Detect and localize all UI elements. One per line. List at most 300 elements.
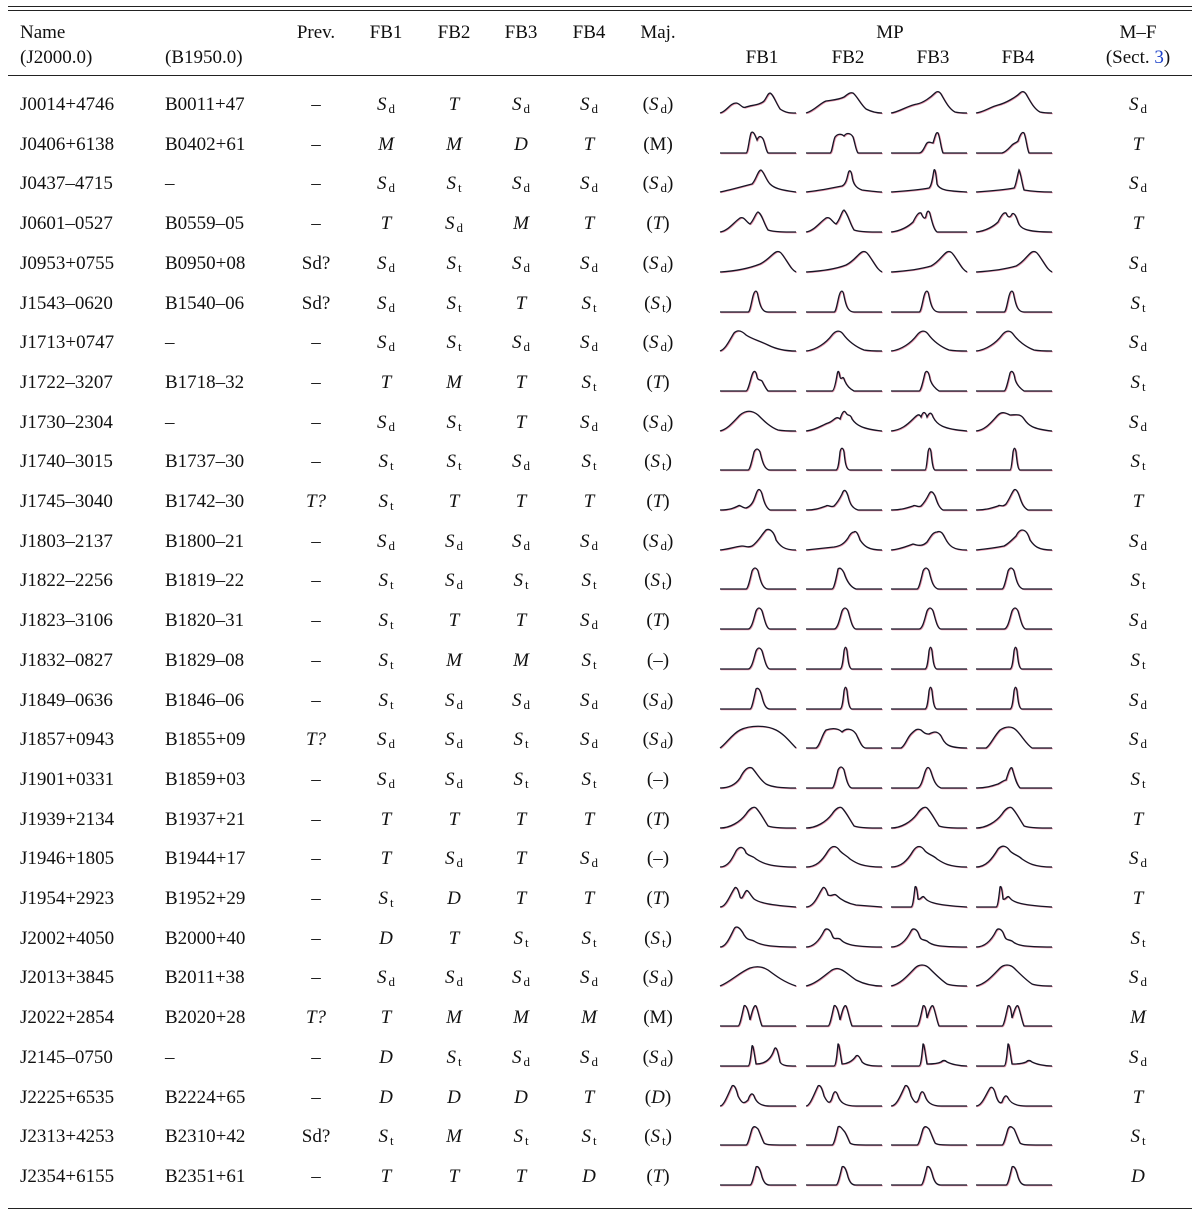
profile-model-curve [807, 688, 883, 710]
majority-class: (D) [644, 1087, 672, 1108]
mp-fb4-profile [976, 1044, 1052, 1068]
profile-data-curve [976, 1087, 1052, 1106]
profile-data-curve [720, 648, 796, 669]
profile-data-curve [806, 210, 882, 232]
pulsar-j2000-name: J1823–3106 [20, 610, 113, 631]
fb1-class: S $_d$ [377, 94, 395, 116]
majority-class: (S $_t$) [644, 928, 672, 950]
mp-fb4-profile [976, 488, 1052, 512]
mp-fb4-profile [976, 448, 1052, 472]
profile-data-curve [891, 133, 967, 153]
majority-class: (T) [646, 372, 670, 393]
fb2-class: S $_d$ [445, 967, 463, 989]
pulsar-j2000-name: J1832–0827 [20, 650, 113, 671]
fb4-class: M [581, 1007, 597, 1028]
fb1-class: T [380, 213, 392, 234]
mp-fb2-profile [806, 488, 882, 512]
fb1-class: S $_d$ [377, 769, 395, 791]
profile-model-curve [892, 688, 968, 710]
fb3-class: T [515, 412, 527, 433]
prev-class: T? [305, 1007, 327, 1028]
majority-class: (S $_d$) [642, 967, 674, 989]
profile-data-curve [720, 529, 796, 550]
profile-model-curve [807, 412, 883, 432]
mf-class: M [1130, 1007, 1146, 1028]
prev-class: – [311, 332, 321, 353]
profile-model-curve [807, 1006, 883, 1026]
fb3-class: S $_t$ [513, 1126, 529, 1148]
majority-class: (S $_d$) [642, 173, 674, 195]
fb4-class: S $_t$ [581, 1126, 597, 1148]
header-name: Name [20, 22, 66, 43]
mp-fb4-profile [976, 567, 1052, 591]
prev-class: – [311, 967, 321, 988]
mp-fb3-profile [891, 290, 967, 314]
pulsar-j2000-name: J2022+2854 [20, 1007, 115, 1028]
mp-fb2-profile [806, 766, 882, 790]
profile-model-curve [807, 211, 883, 233]
fb4-class: S $_d$ [580, 531, 598, 553]
mf-class: S $_t$ [1130, 293, 1146, 315]
mp-fb1-profile [720, 647, 796, 671]
fb3-class: T [515, 848, 527, 869]
profile-data-curve [891, 1127, 967, 1145]
mp-fb1-profile [720, 567, 796, 591]
mp-fb1-profile [720, 687, 796, 711]
prev-class: – [311, 412, 321, 433]
profile-model-curve [721, 372, 797, 392]
prev-class: – [311, 531, 321, 552]
mp-fb4-profile [976, 1004, 1052, 1028]
profile-model-curve [807, 648, 883, 670]
mp-fb3-profile [891, 250, 967, 274]
fb4-class: S $_d$ [580, 412, 598, 434]
mp-fb3-profile [891, 329, 967, 353]
profile-model-curve [807, 491, 883, 511]
majority-class: (S $_d$) [642, 332, 674, 354]
pulsar-j2000-name: J2313+4253 [20, 1126, 115, 1147]
profile-data-curve [720, 608, 796, 629]
mf-class: S $_t$ [1130, 372, 1146, 394]
mp-fb2-profile [806, 131, 882, 155]
pulsar-j2000-name: J1740–3015 [20, 451, 113, 472]
fb3-class: D [514, 1087, 528, 1108]
mp-fb2-profile [806, 845, 882, 869]
pulsar-b1950-name: B0559–05 [165, 213, 245, 234]
fb4-class: S $_d$ [580, 848, 598, 870]
profile-data-curve [976, 887, 1052, 908]
fb1-class: S $_t$ [378, 451, 394, 473]
fb1-class: S $_d$ [377, 293, 395, 315]
profile-data-curve [976, 413, 1052, 431]
fb2-class: S $_t$ [446, 332, 462, 354]
fb1-class: T [380, 372, 392, 393]
mp-fb1-profile [720, 210, 796, 234]
majority-class: (T) [646, 888, 670, 909]
mp-fb4-profile [976, 964, 1052, 988]
fb1-class: D [379, 1087, 393, 1108]
mf-class: S $_d$ [1129, 173, 1147, 195]
profile-model-curve [807, 847, 883, 868]
profile-model-curve [892, 92, 968, 113]
fb2-class: M [446, 134, 462, 155]
top-double-rule-1 [8, 6, 1192, 7]
pulsar-j2000-name: J0406+6138 [20, 134, 115, 155]
profile-model-curve [977, 1167, 1053, 1186]
prev-class: – [311, 650, 321, 671]
pulsar-j2000-name: J1730–2304 [20, 412, 113, 433]
profile-data-curve [806, 1166, 882, 1185]
profile-model-curve [892, 413, 968, 432]
header-mp-fb1: FB1 [745, 47, 779, 68]
mp-fb2-profile [806, 806, 882, 830]
profile-model-curve [721, 252, 797, 273]
profile-model-curve [807, 252, 883, 273]
profile-model-curve [721, 133, 797, 154]
profile-model-curve [977, 213, 1053, 232]
profile-data-curve [891, 608, 967, 629]
fb3-class: T [515, 491, 527, 512]
profile-model-curve [721, 450, 797, 471]
fb3-class: S $_d$ [512, 94, 530, 116]
mp-fb4-profile [976, 1123, 1052, 1147]
fb2-class: M [446, 650, 462, 671]
prev-class: Sd? [301, 253, 331, 274]
majority-class: (S $_t$) [644, 1126, 672, 1148]
mp-fb3-profile [891, 1004, 967, 1028]
mp-fb1-profile [720, 1004, 796, 1028]
majority-class: (T) [646, 213, 670, 234]
header-mf-sect: (Sect. 3) [1105, 47, 1171, 68]
fb4-class: S $_t$ [581, 650, 597, 672]
fb1-class: S $_t$ [378, 610, 394, 632]
mp-fb3-profile [891, 806, 967, 830]
profile-model-curve [807, 134, 883, 154]
profile-model-curve [977, 92, 1053, 113]
fb2-class: S $_t$ [446, 293, 462, 315]
fb3-class: S $_t$ [513, 729, 529, 751]
header-fb2: FB2 [437, 22, 471, 43]
profile-model-curve [892, 372, 968, 392]
profile-data-curve [720, 1046, 796, 1066]
header-mf: M–F [1119, 22, 1157, 43]
pulsar-j2000-name: J0437–4715 [20, 173, 113, 194]
mp-fb2-profile [806, 528, 882, 552]
mp-fb4-profile [976, 1163, 1052, 1187]
fb2-class: M [446, 1007, 462, 1028]
fb4-class: T [583, 134, 595, 155]
mp-fb2-profile [806, 409, 882, 433]
profile-model-curve [807, 609, 883, 630]
majority-class: (T) [646, 610, 670, 631]
mp-fb3-profile [891, 726, 967, 750]
mp-fb4-profile [976, 210, 1052, 234]
profile-model-curve [721, 689, 797, 710]
mp-fb4-profile [976, 409, 1052, 433]
majority-class: (T) [646, 1166, 670, 1187]
pulsar-b1950-name: B1937+21 [165, 809, 246, 830]
pulsar-j2000-name: J1713+0747 [20, 332, 115, 353]
fb3-class: M [513, 1007, 529, 1028]
pulsar-j2000-name: J1946+1805 [20, 848, 115, 869]
profile-model-curve [892, 1045, 968, 1067]
fb4-class: T [583, 1087, 595, 1108]
pulsar-j2000-name: J1901+0331 [20, 769, 115, 790]
mp-fb4-profile [976, 528, 1052, 552]
profile-data-curve [806, 371, 882, 391]
profile-model-curve [721, 1167, 797, 1186]
mp-fb3-profile [891, 845, 967, 869]
profile-model-curve [892, 492, 968, 510]
profile-model-curve [977, 887, 1053, 908]
profile-model-curve [977, 930, 1053, 948]
profile-model-curve [977, 171, 1053, 193]
profile-data-curve [891, 211, 967, 232]
mf-class: S $_d$ [1129, 610, 1147, 632]
mp-fb4-profile [976, 607, 1052, 631]
fb3-class: T [515, 888, 527, 909]
mp-fb3-profile [891, 369, 967, 393]
mp-fb2-profile [806, 964, 882, 988]
fb4-class: S $_t$ [581, 372, 597, 394]
mp-fb1-profile [720, 131, 796, 155]
fb2-class: T [448, 809, 460, 830]
profile-model-curve [892, 887, 968, 908]
fb4-class: D [582, 1166, 596, 1187]
fb1-class: S $_d$ [377, 253, 395, 275]
mp-fb1-profile [720, 91, 796, 115]
mp-fb4-profile [976, 647, 1052, 671]
profile-data-curve [806, 490, 882, 510]
profile-data-curve [806, 531, 882, 550]
mp-fb1-profile [720, 488, 796, 512]
fb1-class: S $_t$ [378, 888, 394, 910]
mp-fb2-profile [806, 290, 882, 314]
mp-fb2-profile [806, 1004, 882, 1028]
mp-fb1-profile [720, 726, 796, 750]
mp-fb3-profile [891, 607, 967, 631]
profile-data-curve [720, 568, 796, 589]
fb1-class: S $_d$ [377, 729, 395, 751]
prev-class: – [311, 451, 321, 472]
fb3-class: S $_d$ [512, 451, 530, 473]
majority-class: (S $_t$) [644, 293, 672, 315]
profile-data-curve [976, 1127, 1052, 1145]
fb3-class: M [513, 650, 529, 671]
profile-data-curve [806, 291, 882, 312]
fb3-class: T [515, 372, 527, 393]
section-3-link[interactable]: 3 [1154, 47, 1164, 68]
mp-fb3-profile [891, 885, 967, 909]
profile-data-curve [720, 371, 796, 391]
pulsar-j2000-name: J1803–2137 [20, 531, 113, 552]
fb2-class: S $_t$ [446, 173, 462, 195]
fb4-class: T [583, 888, 595, 909]
mp-fb2-profile [806, 1044, 882, 1068]
fb4-class: S $_t$ [581, 451, 597, 473]
pulsar-j2000-name: J1857+0943 [20, 729, 115, 750]
profile-data-curve [976, 727, 1052, 748]
profile-model-curve [721, 213, 797, 233]
profile-data-curve [806, 969, 882, 987]
profile-data-curve [806, 847, 882, 868]
fb2-class: T [448, 491, 460, 512]
prev-class: – [311, 372, 321, 393]
profile-data-curve [976, 1166, 1052, 1185]
mp-fb1-profile [720, 329, 796, 353]
profile-model-curve [892, 252, 968, 273]
profile-model-curve [892, 332, 968, 352]
fb3-class: S $_t$ [513, 570, 529, 592]
pulsar-j2000-name: J2002+4050 [20, 928, 115, 949]
profile-data-curve [720, 688, 796, 709]
mp-fb3-profile [891, 766, 967, 790]
fb4-class: S $_d$ [580, 967, 598, 989]
mp-fb4-profile [976, 170, 1052, 194]
prev-class: – [311, 769, 321, 790]
fb4-class: S $_d$ [580, 690, 598, 712]
fb2-class: S $_d$ [445, 769, 463, 791]
mp-fb3-profile [891, 131, 967, 155]
fb1-class: S $_d$ [377, 412, 395, 434]
prev-class: Sd? [301, 293, 331, 314]
mp-fb3-profile [891, 488, 967, 512]
mp-fb3-profile [891, 91, 967, 115]
fb4-class: S $_d$ [580, 729, 598, 751]
mf-class: T [1132, 888, 1144, 909]
mp-fb2-profile [806, 91, 882, 115]
fb1-class: S $_d$ [377, 332, 395, 354]
header-mp-fb2: FB2 [831, 47, 865, 68]
fb4-class: S $_d$ [580, 173, 598, 195]
majority-class: (S $_t$) [644, 451, 672, 473]
pulsar-j2000-name: J1822–2256 [20, 570, 113, 591]
header-b1950: (B1950.0) [165, 47, 243, 68]
profile-model-curve [977, 648, 1053, 670]
mf-class: S $_d$ [1129, 332, 1147, 354]
top-double-rule-2 [8, 10, 1192, 11]
fb4-class: S $_t$ [581, 293, 597, 315]
mp-fb4-profile [976, 329, 1052, 353]
profile-data-curve [891, 251, 967, 272]
mp-fb3-profile [891, 210, 967, 234]
pulsar-j2000-name: J0014+4746 [20, 94, 115, 115]
fb2-class: T [448, 610, 460, 631]
header-fb4: FB4 [572, 22, 606, 43]
mf-class: S $_d$ [1129, 967, 1147, 989]
profile-model-curve [977, 609, 1053, 630]
pulsar-b1950-name: B0402+61 [165, 134, 246, 155]
profile-data-curve [806, 134, 882, 154]
fb4-class: S $_d$ [580, 94, 598, 116]
fb1-class: M [378, 134, 394, 155]
pulsar-j2000-name: J0601–0527 [20, 213, 113, 234]
fb2-class: S $_t$ [446, 1047, 462, 1069]
fb2-class: T [448, 1166, 460, 1187]
mp-fb4-profile [976, 766, 1052, 790]
mf-class: S $_t$ [1130, 1126, 1146, 1148]
fb2-class: M [446, 372, 462, 393]
profile-data-curve [976, 213, 1052, 232]
fb1-class: S $_t$ [378, 570, 394, 592]
profile-data-curve [720, 767, 796, 788]
fb3-class: T [515, 1166, 527, 1187]
mp-fb1-profile [720, 964, 796, 988]
profile-model-curve [892, 170, 968, 192]
mp-fb2-profile [806, 687, 882, 711]
mp-fb4-profile [976, 885, 1052, 909]
fb2-class: S $_d$ [445, 848, 463, 870]
majority-class: (S $_d$) [642, 1047, 674, 1069]
majority-class: (T) [646, 491, 670, 512]
mf-class: S $_t$ [1130, 650, 1146, 672]
prev-class: – [311, 888, 321, 909]
mp-fb1-profile [720, 766, 796, 790]
profile-data-curve [891, 965, 967, 986]
profile-model-curve [892, 1167, 968, 1186]
profile-model-curve [892, 449, 968, 471]
profile-data-curve [720, 1085, 796, 1106]
prev-class: – [311, 610, 321, 631]
majority-class: (–) [646, 650, 670, 671]
mf-class: S $_d$ [1129, 1047, 1147, 1069]
profile-model-curve [977, 449, 1053, 471]
prev-class: – [311, 809, 321, 830]
pulsar-b1950-name: B1846–06 [165, 690, 245, 711]
mp-fb2-profile [806, 329, 882, 353]
pulsar-b1950-name: – [165, 173, 175, 194]
mp-fb1-profile [720, 250, 796, 274]
fb3-class: S $_d$ [512, 173, 530, 195]
profile-model-curve [807, 930, 883, 948]
mp-fb4-profile [976, 290, 1052, 314]
profile-data-curve [891, 170, 967, 192]
majority-class: (T) [646, 809, 670, 830]
profile-data-curve [976, 608, 1052, 629]
fb3-class: M [513, 213, 529, 234]
fb2-class: S $_d$ [445, 531, 463, 553]
fb2-class: D [447, 888, 461, 909]
profile-model-curve [892, 768, 968, 789]
majority-class: (M) [643, 134, 673, 155]
profile-model-curve [807, 1167, 883, 1186]
prev-class: Sd? [301, 1126, 331, 1147]
profile-model-curve [721, 649, 797, 670]
fb3-class: T [515, 610, 527, 631]
prev-class: – [311, 690, 321, 711]
mp-fb1-profile [720, 1044, 796, 1068]
fb4-class: S $_t$ [581, 769, 597, 791]
header-fb1: FB1 [369, 22, 403, 43]
header-mp-fb4: FB4 [1001, 47, 1035, 68]
profile-model-curve [892, 847, 968, 868]
profile-model-curve [977, 372, 1053, 392]
mp-fb4-profile [976, 369, 1052, 393]
mp-fb4-profile [976, 806, 1052, 830]
profile-model-curve [977, 531, 1053, 551]
pulsar-b1950-name: B0011+47 [165, 94, 245, 115]
fb2-class: S $_t$ [446, 253, 462, 275]
header-j2000: (J2000.0) [20, 47, 93, 68]
profile-model-curve [721, 412, 797, 432]
profile-data-curve [976, 251, 1052, 272]
prev-class: T? [305, 729, 327, 750]
mf-class: T [1132, 1087, 1144, 1108]
profile-model-curve [892, 609, 968, 630]
pulsar-b1950-name: – [165, 332, 175, 353]
pulsar-b1950-name: B2011+38 [165, 967, 245, 988]
majority-class: (M) [643, 1007, 673, 1028]
